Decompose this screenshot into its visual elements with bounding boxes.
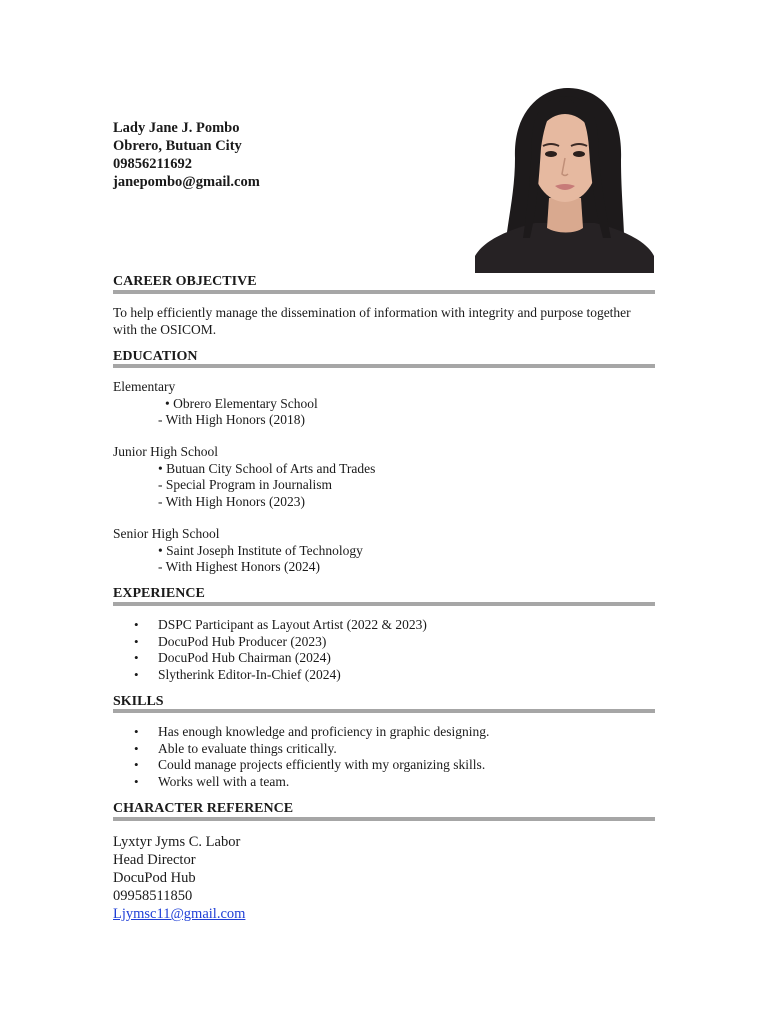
- education-level-elementary: Elementary: [113, 379, 176, 394]
- section-divider: [113, 709, 655, 713]
- reference-email-link[interactable]: Ljymsc11@gmail.com: [113, 906, 246, 922]
- portrait-illustration: [475, 88, 654, 273]
- section-divider: [113, 602, 655, 606]
- career-objective-text: To help efficiently manage the dissemination of information with integrity and purpose together with the OSICOM.: [113, 305, 631, 337]
- education-school-senior-high: • Saint Joseph Institute of Technology: [158, 543, 363, 558]
- education-heading: EDUCATION: [113, 349, 198, 364]
- reference-name: Lyxtyr Jyms C. Labor: [113, 834, 241, 850]
- bullet-icon: •: [134, 633, 139, 649]
- list-item: • Slytherink Editor-In-Chief (2024): [134, 667, 341, 683]
- bullet-icon: •: [134, 757, 139, 773]
- education-school-elementary: • Obrero Elementary School: [165, 396, 318, 411]
- list-item: • Able to evaluate things critically.: [134, 740, 337, 756]
- list-item: • Has enough knowledge and proficiency in graphic designing.: [134, 724, 490, 739]
- list-item: • DocuPod Hub Chairman (2024): [134, 650, 331, 666]
- applicant-phone: 09856211692: [113, 156, 192, 172]
- bullet-icon: •: [134, 667, 139, 683]
- reference-block: [113, 833, 245, 923]
- bullet-icon: •: [134, 774, 139, 790]
- section-divider: [113, 364, 655, 368]
- list-item: • DSPC Participant as Layout Artist (2022 & 2023): [134, 617, 427, 632]
- education-note: - With Highest Honors (2024): [158, 559, 320, 574]
- list-item: • Could manage projects efficiently with my organizing skills.: [134, 757, 486, 773]
- education-note: - With High Honors (2023): [158, 494, 305, 509]
- reference-position: Head Director: [113, 852, 196, 868]
- education-level-senior-high: Senior High School: [113, 526, 220, 541]
- education-level-junior-high: Junior High School: [113, 444, 219, 459]
- reference-heading: CHARACTER REFERENCE: [113, 801, 294, 816]
- bullet-icon: •: [134, 650, 139, 666]
- bullet-icon: •: [134, 740, 139, 756]
- reference-organization: DocuPod Hub: [113, 870, 196, 886]
- experience-heading: EXPERIENCE: [113, 586, 205, 601]
- reference-phone: 09958511850: [113, 888, 193, 904]
- applicant-name: Lady Jane J. Pombo: [113, 120, 240, 136]
- applicant-address: Obrero, Butuan City: [113, 138, 242, 154]
- bullet-icon: •: [134, 724, 139, 739]
- section-divider: [113, 817, 655, 821]
- experience-list: [113, 617, 427, 684]
- education-note: - With High Honors (2018): [158, 412, 305, 427]
- applicant-email: janepombo@gmail.com: [113, 174, 260, 190]
- education-school-junior-high: • Butuan City School of Arts and Trades: [158, 461, 376, 476]
- contact-block: [113, 119, 260, 191]
- skills-list: [113, 724, 489, 791]
- career-objective-heading: CAREER OBJECTIVE: [113, 274, 257, 289]
- bullet-icon: •: [134, 617, 139, 632]
- section-divider: [113, 290, 655, 294]
- profile-photo: [475, 88, 654, 273]
- education-note: - Special Program in Journalism: [158, 477, 332, 492]
- list-item: • Works well with a team.: [134, 774, 290, 790]
- skills-heading: SKILLS: [113, 694, 164, 709]
- list-item: • DocuPod Hub Producer (2023): [134, 633, 327, 649]
